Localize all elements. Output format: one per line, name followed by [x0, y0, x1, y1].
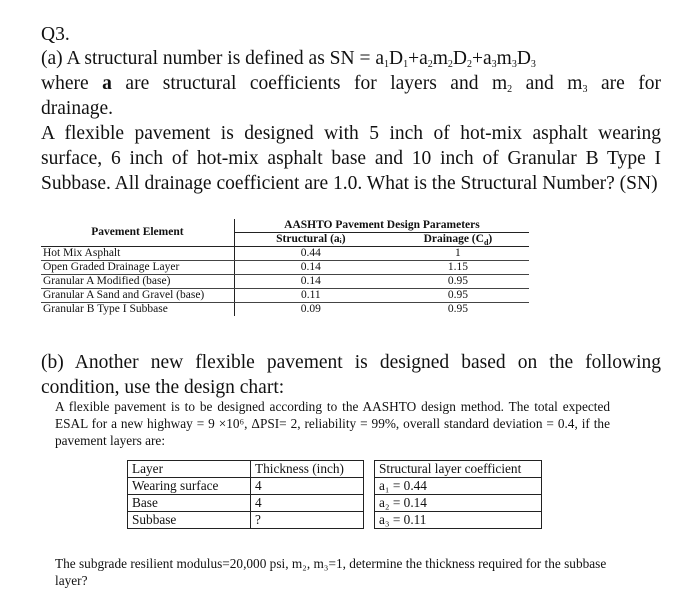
table-row	[41, 289, 529, 303]
cell-layer: Wearing surface	[128, 478, 251, 495]
cell-coefficient: a₁ = 0.44	[375, 478, 542, 495]
header-layer: Layer	[128, 461, 251, 478]
table-row	[41, 275, 529, 289]
formula-part: D	[516, 48, 531, 69]
part-a-formula-line	[41, 46, 661, 71]
cell-element: Granular A Sand and Gravel (base)	[41, 289, 234, 303]
header-coefficient: Structural layer coefficient	[375, 461, 542, 478]
formula-part: +a	[472, 48, 492, 69]
formula-sub: 1	[403, 59, 409, 70]
formula-sub: 2	[447, 59, 453, 70]
formula-part: D	[388, 48, 404, 69]
definition-text: are for	[600, 73, 662, 94]
header-aashto-group: AASHTO Pavement Design Parameters	[234, 219, 529, 233]
formula-sub: 3	[530, 59, 536, 70]
definition-text: where	[41, 73, 89, 94]
cell-coefficient: a₃ = 0.11	[375, 512, 542, 529]
formula-part: m	[496, 48, 512, 69]
subbase-question	[55, 555, 625, 589]
cell-structural: 0.09	[234, 303, 386, 317]
cell-thickness: ?	[251, 512, 364, 529]
part-b	[41, 350, 661, 400]
part-a-definition-line	[41, 71, 661, 96]
formula-intro: A structural number is defined as SN = a	[66, 48, 384, 69]
table-row	[128, 495, 542, 512]
table-row	[41, 247, 529, 261]
cell-drainage: 0.95	[387, 275, 529, 289]
m-sub: 2	[507, 84, 513, 95]
table-header-row	[128, 461, 542, 478]
cell-structural: 0.11	[234, 289, 386, 303]
part-a-paragraph: A flexible pavement is designed with 5 inch of hot-mix asphalt wearing surface, 6 inch of hot-mix asphalt base and 10 inch of Granular B Type I Subbase. All drainage coefficient are 1.0. What is the Structural Number? (SN)	[41, 123, 661, 194]
question-text: The subgrade resilient modulus=20,000 psi, m₂, m₃=1, determine the thickness required for the subbase layer?	[55, 556, 607, 588]
formula-sub: 2	[427, 59, 433, 70]
definition-text: and m	[525, 73, 583, 94]
description-text: A flexible pavement is to be designed according to the AASHTO design method. The total expected ESAL for a new highway = 9 ×10⁶, ΔPSI= 2, reliability = 99%, overall standard deviation = 0.4, if the pavement layers are:	[55, 399, 610, 448]
cell-layer: Base	[128, 495, 251, 512]
formula-part: m	[432, 48, 448, 69]
formula-part: D	[452, 48, 467, 69]
cell-drainage: 0.95	[447, 303, 468, 315]
header-thickness: Thickness (inch)	[251, 461, 364, 478]
cell-structural: 0.44	[234, 247, 386, 261]
part-a-drainage-line: drainage.	[41, 98, 114, 119]
cell-element: Granular A Modified (base)	[41, 275, 234, 289]
cell-structural: 0.14	[234, 275, 386, 289]
part-b-description	[55, 398, 610, 449]
table-row	[41, 261, 529, 275]
cell-coefficient: a₂ = 0.14	[375, 495, 542, 512]
cell-drainage: 1.15	[387, 261, 529, 275]
formula-sub: 3	[511, 59, 517, 70]
cell-element: Hot Mix Asphalt	[41, 247, 234, 261]
cell-thickness: 4	[251, 478, 364, 495]
part-a	[41, 46, 661, 196]
definition-bold: a	[102, 73, 112, 94]
formula-sub: 3	[491, 59, 497, 70]
cell-drainage: 1	[387, 247, 529, 261]
header-pavement-element: Pavement Element	[41, 219, 234, 247]
cell-thickness: 4	[251, 495, 364, 512]
table-row	[128, 512, 542, 529]
table-row	[128, 478, 542, 495]
header-structural: Structural (aᵢ)	[234, 233, 386, 247]
aashto-parameters-table	[41, 219, 529, 316]
definition-text: are structural coefficients for layers and m	[125, 73, 508, 94]
cell-layer: Subbase	[128, 512, 251, 529]
header-drainage: Drainage $(C_d)$	[387, 233, 529, 247]
formula-part: +a	[408, 48, 428, 69]
formula-sub: 1	[383, 59, 389, 70]
part-b-text: (b) Another new flexible pavement is designed based on the following condition, use the design chart:	[41, 352, 661, 398]
cell-element: Open Graded Drainage Layer	[41, 261, 234, 275]
cell-structural: 0.14	[234, 261, 386, 275]
table-row	[41, 303, 529, 317]
part-a-label: (a)	[41, 48, 63, 69]
formula-sub: 2	[467, 59, 472, 70]
m-sub: 3	[582, 84, 588, 95]
layer-table	[127, 460, 542, 529]
cell-drainage: 0.95	[387, 289, 529, 303]
question-number: Q3.	[41, 24, 70, 45]
cell-element: Granular B Type I Subbase	[43, 303, 168, 315]
